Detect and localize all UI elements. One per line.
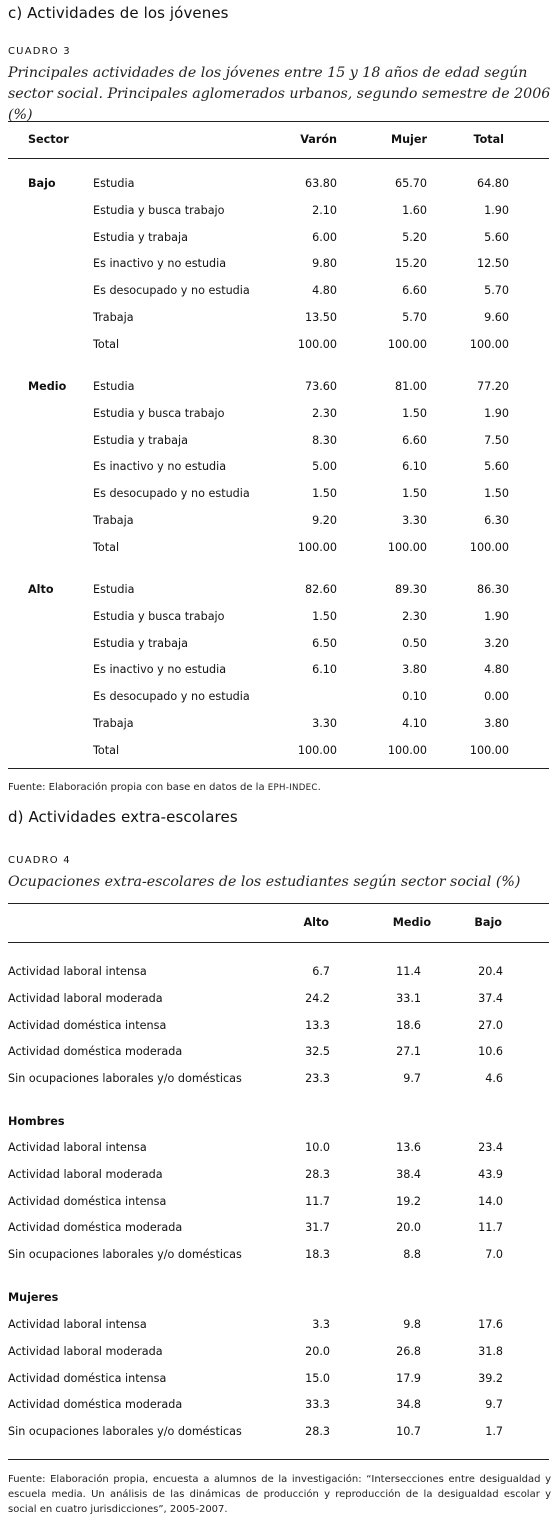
table-4-cell-bajo: 4.6 [485, 1072, 503, 1086]
table-3-cell-mujer: 89.30 [394, 583, 427, 596]
table-4-cell-bajo: 23.4 [478, 1141, 503, 1154]
table-3-cell-varon: 100.00 [297, 337, 337, 351]
table-4-top-rule [8, 903, 549, 904]
table-4-row-label: Actividad doméstica intensa [8, 1371, 167, 1385]
table-3-row-label: Estudia y trabaja [93, 433, 188, 447]
table-3-cell-varon: 9.20 [312, 514, 337, 527]
table-3-cell-varon: 1.50 [312, 487, 337, 501]
table-3-header-mujer: Mujer [390, 133, 427, 146]
table-4-cell-medio: 8.8 [403, 1248, 421, 1262]
table-4-cell-alto: 32.5 [305, 1045, 330, 1059]
table-4-cell-bajo: 31.8 [478, 1344, 503, 1358]
table-4-cell-bajo: 17.6 [478, 1318, 503, 1331]
table-3-cell-total: 3.80 [484, 717, 509, 730]
table-4-cell-medio: 10.7 [396, 1425, 421, 1439]
table-3-top-rule [8, 121, 549, 122]
table-4-row-label: Actividad doméstica moderada [8, 1221, 183, 1235]
table-4-cell-bajo: 9.7 [485, 1398, 503, 1412]
table-3-cell-varon: 1.50 [312, 609, 337, 623]
table-3-cell-varon: 6.50 [312, 636, 337, 650]
table-4-row-label: Actividad laboral moderada [8, 1167, 163, 1181]
table-3-row-label: Estudia y busca trabajo [93, 203, 225, 217]
table-3-cell-varon: 82.60 [304, 583, 337, 596]
table-3-cell-varon: 5.00 [312, 460, 337, 474]
table-4-source: Fuente: Elaboración propia, encuesta a alumnos de la investigación: “Intersecciones entre desigualdad y escuela media. Un análisis de las dinámicas de producción y reproducción de la desigualdad escolar y social en cuatro jurisdicciones”, 2005-2007. [8, 1474, 551, 1515]
table-4-cell-medio: 27.1 [396, 1045, 421, 1059]
table-4-cell-alto: 3.3 [312, 1318, 330, 1331]
table-3-cell-total: 5.60 [484, 460, 509, 474]
table-3-row-label: Total [93, 743, 120, 757]
table-3-cell-total: 1.90 [484, 406, 509, 420]
section-d-heading: d) Actividades extra-escolares [8, 808, 238, 826]
cuadro-4-caption: Ocupaciones extra-escolares de los estudiantes según sector social (%) [8, 874, 521, 890]
table-3-sector-name: Medio [28, 380, 67, 393]
table-3-row-label: Es desocupado y no estudia [93, 487, 250, 501]
table-4-cell-medio: 18.6 [396, 1018, 421, 1032]
table-3-cell-mujer: 65.70 [394, 177, 427, 190]
table-4-cell-alto: 18.3 [305, 1248, 330, 1262]
table-4-row-label: Actividad laboral moderada [8, 1344, 163, 1358]
table-4-cell-bajo: 39.2 [478, 1371, 503, 1385]
table-3-cell-total: 0.00 [484, 690, 509, 704]
table-4-cell-alto: 33.3 [305, 1398, 330, 1412]
table-3-cell-mujer: 1.60 [402, 203, 427, 217]
table-3-header-total: Total [473, 133, 504, 146]
table-3-cell-varon: 3.30 [312, 717, 337, 730]
table-4-cell-medio: 19.2 [396, 1194, 421, 1208]
table-4-row-label: Actividad doméstica intensa [8, 1018, 167, 1032]
table-3-cell-varon: 6.10 [312, 663, 337, 677]
table-3-cell-varon: 63.80 [304, 177, 337, 190]
table-4-cell-medio: 38.4 [396, 1167, 421, 1181]
table-3-source-org: EPH-INDEC [267, 783, 318, 793]
table-3-row-label: Es inactivo y no estudia [93, 460, 227, 474]
table-4-cell-medio: 9.8 [403, 1318, 421, 1331]
table-4-row-label: Actividad laboral moderada [8, 991, 163, 1005]
table-4-cell-alto: 20.0 [305, 1344, 330, 1358]
table-3-cell-mujer: 1.50 [402, 406, 427, 420]
table-4-bottom-rule [8, 1459, 549, 1460]
table-4-row-label: Sin ocupaciones laborales y/o domésticas [8, 1072, 242, 1086]
table-4-header-bajo: Bajo [474, 916, 502, 929]
table-3-sector-name: Alto [28, 583, 54, 596]
table-3-bottom-rule [8, 768, 549, 769]
table-3-cell-total: 100.00 [469, 743, 509, 757]
table-3-row-label: Es desocupado y no estudia [93, 284, 250, 298]
table-3-row-label: Estudia y trabaja [93, 230, 188, 244]
table-4-cell-medio: 9.7 [403, 1072, 421, 1086]
table-3-row-label: Trabaja [93, 311, 134, 324]
table-4-cell-alto: 13.3 [305, 1018, 330, 1032]
table-4-row-label: Actividad doméstica moderada [8, 1045, 183, 1059]
table-4-row-label: Actividad laboral intensa [8, 965, 147, 978]
table-3-cell-varon: 100.00 [297, 540, 337, 554]
table-3-row-label: Es desocupado y no estudia [93, 690, 250, 704]
table-4-cell-medio: 11.4 [396, 965, 421, 978]
table-3-row-label: Estudia [93, 177, 135, 190]
table-3-cell-mujer: 15.20 [394, 257, 427, 271]
table-3-cell-total: 3.20 [484, 636, 509, 650]
table-4-row-label: Sin ocupaciones laborales y/o domésticas [8, 1425, 242, 1439]
table-3-cell-total: 7.50 [484, 433, 509, 447]
table-4-cell-medio: 34.8 [396, 1398, 421, 1412]
table-3-cell-varon: 2.30 [312, 406, 337, 420]
table-4-group-name: Mujeres [8, 1291, 59, 1304]
table-3-cell-mujer: 6.60 [402, 433, 427, 447]
table-3-cell-total: 64.80 [476, 177, 509, 190]
table-3-cell-total: 6.30 [484, 514, 509, 527]
table-4-cell-alto: 28.3 [305, 1167, 330, 1181]
table-3-cell-mujer: 5.70 [402, 311, 427, 324]
table-3-cell-mujer: 100.00 [387, 337, 427, 351]
table-3-cell-mujer: 0.10 [402, 690, 427, 704]
table-4-cell-medio: 13.6 [396, 1141, 421, 1154]
table-4-cell-alto: 24.2 [305, 991, 330, 1005]
table-4-row-label: Actividad doméstica moderada [8, 1398, 183, 1412]
table-4-cell-medio: 20.0 [396, 1221, 421, 1235]
table-3-cell-total: 1.90 [484, 203, 509, 217]
table-4-cell-bajo: 10.6 [478, 1045, 503, 1059]
table-3-cell-varon: 8.30 [312, 433, 337, 447]
table-3-cell-mujer: 6.60 [402, 284, 427, 298]
table-3-header-rule [8, 158, 549, 159]
table-4-cell-bajo: 43.9 [478, 1167, 503, 1181]
table-3-cell-varon: 73.60 [304, 380, 337, 393]
table-3-header-sector: Sector [28, 133, 69, 146]
table-3-cell-mujer: 5.20 [402, 230, 427, 244]
table-4-cell-bajo: 20.4 [478, 965, 503, 978]
table-4-header-medio: Medio [392, 916, 431, 929]
table-3-cell-mujer: 100.00 [387, 540, 427, 554]
table-3-cell-mujer: 6.10 [402, 460, 427, 474]
table-4-cell-alto: 10.0 [305, 1141, 330, 1154]
table-3-row-label: Estudia [93, 380, 135, 393]
table-3-cell-total: 5.60 [484, 230, 509, 244]
table-4-cell-bajo: 11.7 [478, 1221, 503, 1235]
table-3-cell-total: 1.90 [484, 609, 509, 623]
table-3-row-label: Total [93, 337, 120, 351]
table-3-source-text: Fuente: Elaboración propia con base en datos de la [8, 782, 268, 793]
table-3-header-varon: Varón [300, 133, 337, 146]
table-3-source-end: . [317, 782, 321, 793]
table-3-cell-mujer: 100.00 [387, 743, 427, 757]
table-3-cell-total: 4.80 [484, 663, 509, 677]
table-4-cell-alto: 6.7 [312, 965, 330, 978]
table-3-cell-varon: 6.00 [312, 230, 337, 244]
table-4-row-label: Sin ocupaciones laborales y/o domésticas [8, 1248, 242, 1262]
cuadro-3-label: CUADRO 3 [8, 46, 71, 57]
table-4-row-label: Actividad laboral intensa [8, 1318, 147, 1331]
table-4-cell-alto: 11.7 [305, 1194, 330, 1208]
table-4-cell-bajo: 14.0 [478, 1194, 503, 1208]
table-3-cell-total: 100.00 [469, 540, 509, 554]
table-4-cell-alto: 15.0 [305, 1371, 330, 1385]
table-3-row-label: Estudia y busca trabajo [93, 406, 225, 420]
table-3-row-label: Es inactivo y no estudia [93, 663, 227, 677]
table-3-cell-varon: 100.00 [297, 743, 337, 757]
table-3-cell-total: 1.50 [484, 487, 509, 501]
table-3-source [8, 780, 321, 796]
table-3-row-label: Estudia y trabaja [93, 636, 188, 650]
table-4-group-name: Hombres [8, 1115, 65, 1128]
table-4-cell-medio: 17.9 [396, 1371, 421, 1385]
table-3-row-label: Total [93, 540, 120, 554]
table-3-row-label: Trabaja [93, 514, 134, 527]
table-3-cell-mujer: 4.10 [402, 717, 427, 730]
table-4-header-alto: Alto [303, 916, 329, 929]
table-4-row-label: Actividad laboral intensa [8, 1141, 147, 1154]
table-4-cell-medio: 26.8 [396, 1344, 421, 1358]
table-3-cell-total: 12.50 [476, 257, 509, 271]
table-3-row-label: Trabaja [93, 717, 134, 730]
table-4-cell-alto: 31.7 [305, 1221, 330, 1235]
table-4-header-rule [8, 942, 549, 943]
table-3-cell-mujer: 3.80 [402, 663, 427, 677]
table-4-cell-alto: 23.3 [305, 1072, 330, 1086]
table-3-cell-total: 9.60 [484, 311, 509, 324]
cuadro-3-caption: Principales actividades de los jóvenes entre 15 y 18 años de edad según sector social. Principales aglomerados urbanos, segundo semestre de 2006 (%) [8, 65, 551, 123]
table-4-cell-bajo: 1.7 [485, 1425, 503, 1439]
table-3-cell-mujer: 1.50 [402, 487, 427, 501]
table-3-cell-mujer: 2.30 [402, 609, 427, 623]
table-3-cell-mujer: 3.30 [402, 514, 427, 527]
table-4-row-label: Actividad doméstica intensa [8, 1194, 167, 1208]
table-3-cell-total: 86.30 [476, 583, 509, 596]
table-4-cell-bajo: 7.0 [485, 1248, 503, 1262]
table-4-cell-alto: 28.3 [305, 1425, 330, 1439]
table-3-cell-total: 5.70 [484, 284, 509, 298]
table-3-cell-total: 100.00 [469, 337, 509, 351]
table-4-cell-medio: 33.1 [396, 991, 421, 1005]
table-3-sector-name: Bajo [28, 177, 56, 190]
table-3-cell-mujer: 0.50 [402, 636, 427, 650]
table-3-cell-total: 77.20 [476, 380, 509, 393]
table-4-cell-bajo: 27.0 [478, 1018, 503, 1032]
table-3-cell-mujer: 81.00 [394, 380, 427, 393]
table-3-cell-varon: 4.80 [312, 284, 337, 298]
table-3-cell-varon: 2.10 [312, 203, 337, 217]
section-c-heading: c) Actividades de los jóvenes [8, 4, 229, 22]
table-3-row-label: Estudia y busca trabajo [93, 609, 225, 623]
table-3-cell-varon: 9.80 [312, 257, 337, 271]
table-3-row-label: Es inactivo y no estudia [93, 257, 227, 271]
cuadro-4-label: CUADRO 4 [8, 855, 71, 866]
table-4-cell-bajo: 37.4 [478, 991, 503, 1005]
table-3-row-label: Estudia [93, 583, 135, 596]
table-3-cell-varon: 13.50 [304, 311, 337, 324]
